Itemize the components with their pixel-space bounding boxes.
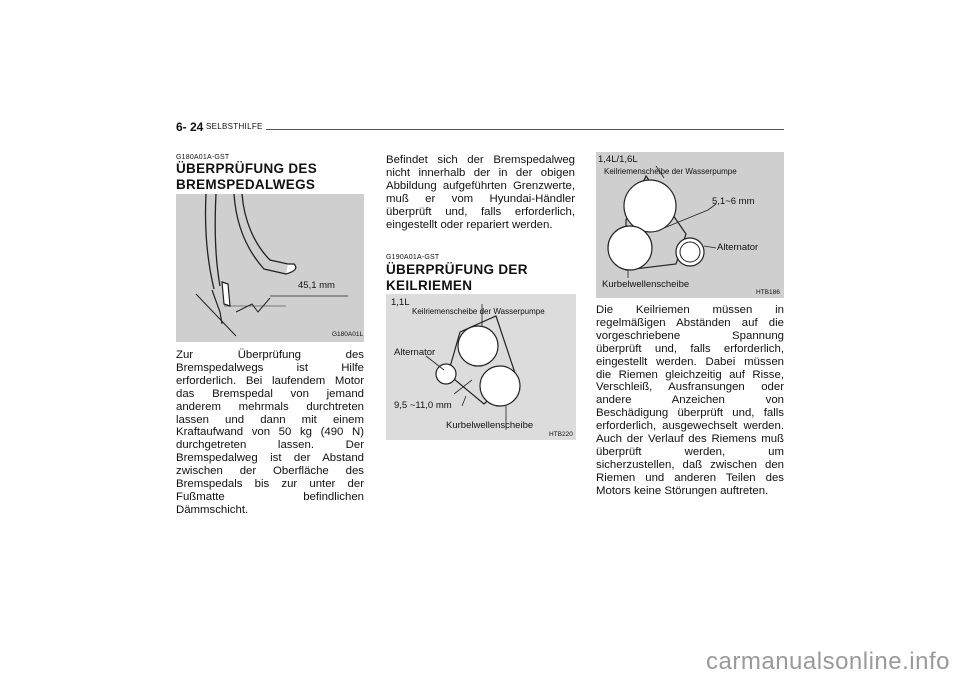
belt-small-engine-label: 1,1L [391,297,410,308]
belt-small-figure-code: HTB220 [549,431,573,438]
belt-small-alternator-label: Alternator [394,347,436,358]
belt-section-code: G190A01A-GST [386,254,440,261]
page-number: 6- 24 [176,120,204,134]
belt-large-crank-label: Kurbelwellenscheibe [602,279,690,290]
belt-small-pulley-label: Keilriemenscheibe der Wasserpumpe [412,307,545,316]
belt-large-figure-code: HTB186 [756,289,780,296]
brake-figure-code: G180A01L [332,331,364,338]
brake-followup-text: Befindet sich der Bremspedalweg nicht innerhalb der in der obigen Abbildung aufgeführten Grenzwerte, muß er vom Hyundai-Händler überprüft und, falls erforderlich, eingestellt oder repariert werden. [386,154,575,231]
brake-measurement-label: 45,1 mm [298,280,335,291]
belt-large-engine-label: 1,4L/1,6L [598,154,638,165]
belt-figure-small [386,294,576,440]
brake-heading-line2: BREMSPEDALWEGS [176,177,316,192]
belt-large-pulley-label: Keilriemenscheibe der Wasserpumpe [604,167,737,176]
brake-heading-line1: ÜBERPRÜFUNG DES [176,161,318,176]
brake-section-heading [176,161,366,193]
watermark-text: carmanualsonline.info [706,648,950,675]
brake-section-code: G180A01A-GST [176,154,230,161]
belt-body-text: Die Keilriemen müssen in regelmäßigen Abständen auf die vorgeschriebene Spannung überprüft und, falls erforderlich, eingestellt werden. Dabei müssen die Riemen gleichzeitig auf Risse, Verschleiß, Ausfransungen oder andere Anzeichen von Beschädigung überprüft und, falls erforderlich, ausgewechselt werden. Auch der Verlauf des Riemens muß überprüft werden, um sicherzustellen, daß zwischen den Riemen und anderen Teilen des Motors keine Störungen auftreten. [596,304,784,497]
belt-section-heading [386,262,576,294]
brake-pedal-drawing [176,194,364,342]
belt-small-crank-label: Kurbelwellenscheibe [446,420,534,431]
section-title: SELBSTHILFE [206,122,263,131]
brake-body-text: Zur Überprüfung des Bremspedalwegs ist Hilfe erforderlich. Bei laufendem Motor das Bremspedal von jemand anderem mehrmals durchtreten lassen und dann mit einem Kraftaufwand von 50 kg (490 N) durchgetreten lassen. Der Bremspedalweg ist der Abstand zwischen der Oberfläche des Bremspedals bis zur unter der Fußmatte befindlichen Dämmschicht. [176,349,364,516]
belt-heading-line1: ÜBERPRÜFUNG DER [386,262,528,277]
belt-figure-large [596,152,784,298]
belt-heading-line2: KEILRIEMEN [386,278,473,293]
belt-large-alternator-label: Alternator [717,242,759,253]
brake-pedal-figure [176,194,364,342]
belt-large-range-label: 5,1~6 mm [712,196,755,207]
header-rule [266,129,784,130]
belt-small-range-label: 9,5 ~11,0 mm [394,400,452,411]
